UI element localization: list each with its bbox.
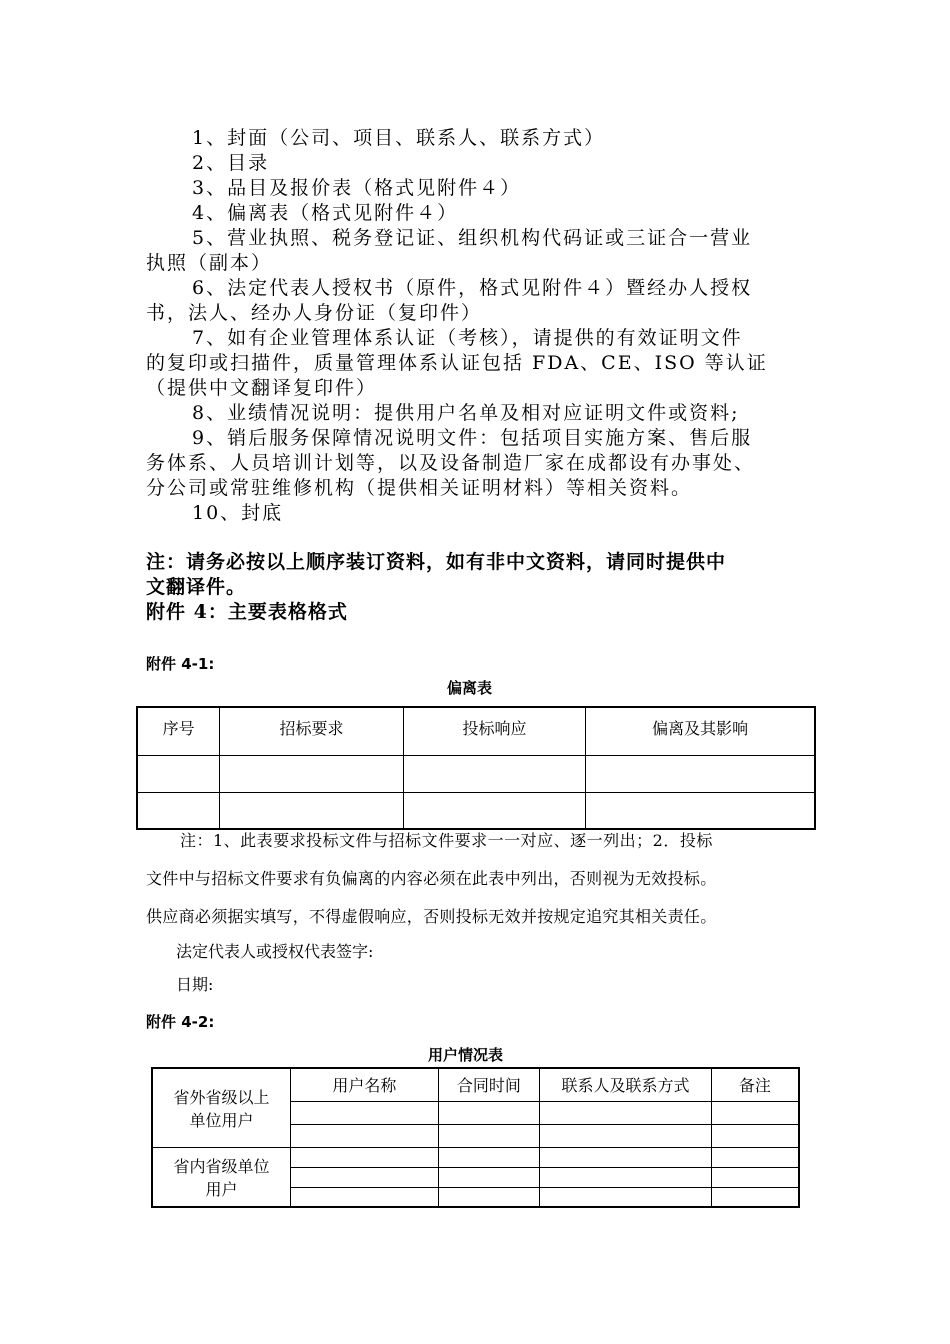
binding-note: 注：请务必按以上顺序装订资料，如有非中文资料，请同时提供中: [146, 551, 727, 573]
table-cell: [403, 755, 585, 792]
table-cell: [540, 1187, 711, 1207]
list-item: （提供中文翻译复印件）: [146, 377, 378, 399]
table-cell: [403, 792, 585, 829]
list-item: 1、封面（公司、项目、联系人、联系方式）: [192, 127, 606, 149]
col-header-deviation: 偏离及其影响: [586, 707, 815, 755]
deviation-table-note: 文件中与招标文件要求有负偏离的内容必须在此表中列出，否则视为无效投标。: [146, 869, 717, 888]
table-row: [137, 755, 815, 792]
table-cell: [438, 1167, 540, 1187]
list-item: 10、封底: [192, 502, 284, 524]
list-item: 4、偏离表（格式见附件４）: [192, 202, 459, 224]
list-item: 分公司或常驻维修机构（提供相关证明材料）等相关资料。: [146, 477, 693, 499]
list-item: 执照（副本）: [146, 252, 273, 274]
table-cell: [291, 1124, 439, 1147]
attachment-4-2-label: 附件 4-2:: [146, 1013, 215, 1031]
deviation-table: [136, 706, 816, 830]
list-item: 8、业绩情况说明：提供用户名单及相对应证明文件或资料;: [192, 402, 740, 424]
table-cell: [291, 1167, 439, 1187]
table-cell: [220, 755, 403, 792]
col-header-contract-time: 合同时间: [438, 1068, 540, 1101]
table-cell: [586, 792, 815, 829]
list-item: 5、营业执照、税务登记证、组织机构代码证或三证合一营业: [192, 227, 753, 249]
deviation-table-title: 偏离表: [447, 679, 493, 697]
list-item: 3、品目及报价表（格式见附件４）: [192, 177, 522, 199]
table-cell: [438, 1147, 540, 1167]
list-item: 7、如有企业管理体系认证（考核），请提供的有效证明文件: [192, 327, 743, 349]
table-cell: [711, 1147, 799, 1167]
attachment-heading: 附件 4：主要表格格式: [146, 601, 348, 623]
table-cell: [291, 1187, 439, 1207]
table-cell: [220, 792, 403, 829]
deviation-table-note: 注：1、此表要求投标文件与招标文件要求一一对应、逐一列出；2．投标: [180, 831, 713, 850]
col-header-remarks: 备注: [711, 1068, 799, 1101]
table-cell: [711, 1124, 799, 1147]
table-cell: [586, 755, 815, 792]
col-header-index: 序号: [137, 707, 220, 755]
table-cell: [540, 1167, 711, 1187]
table-cell: [137, 792, 220, 829]
table-cell: [291, 1101, 439, 1124]
table-cell: [137, 755, 220, 792]
col-header-user-name: 用户名称: [291, 1068, 439, 1101]
col-header-contact: 联系人及联系方式: [540, 1068, 711, 1101]
table-cell: [540, 1147, 711, 1167]
user-table-title: 用户情况表: [428, 1046, 504, 1064]
deviation-table-note: 供应商必须据实填写，不得虚假响应，否则投标无效并按规定追究其相关责任。: [146, 907, 717, 926]
table-row: [137, 792, 815, 829]
attachment-4-1-label: 附件 4-1:: [146, 655, 215, 673]
table-cell: [438, 1124, 540, 1147]
binding-note: 文翻译件。: [146, 576, 247, 598]
table-header-row: [137, 707, 815, 755]
date-label: 日期:: [176, 975, 214, 994]
group-label: 用户: [205, 1179, 238, 1199]
table-cell: [540, 1101, 711, 1124]
table-cell: [540, 1124, 711, 1147]
table-cell: [438, 1187, 540, 1207]
group-label: 省内省级单位: [173, 1156, 270, 1176]
list-item: 务体系、人员培训计划等，以及设备制造厂家在成都设有办事处、: [146, 452, 756, 474]
col-header-response: 投标响应: [403, 707, 585, 755]
user-table: [151, 1067, 800, 1208]
list-item: 书，法人、经办人身份证（复印件）: [146, 302, 483, 324]
table-cell: [711, 1167, 799, 1187]
user-group-out-of-province: [152, 1068, 291, 1147]
col-header-requirement: 招标要求: [220, 707, 403, 755]
list-item: 2、目录: [192, 152, 270, 174]
table-cell: [711, 1187, 799, 1207]
list-item: 9、销后服务保障情况说明文件：包括项目实施方案、售后服: [192, 427, 753, 449]
list-item: 的复印或扫描件，质量管理体系认证包括 FDA、CE、ISO 等认证: [146, 352, 768, 374]
group-label: 单位用户: [189, 1110, 254, 1130]
table-cell: [438, 1101, 540, 1124]
user-group-in-province: [152, 1147, 291, 1207]
table-cell: [711, 1101, 799, 1124]
signature-label: 法定代表人或授权代表签字:: [176, 942, 374, 961]
table-cell: [291, 1147, 439, 1167]
list-item: 6、法定代表人授权书（原件，格式见附件４）暨经办人授权: [192, 277, 753, 299]
table-row: [152, 1147, 799, 1167]
group-label: 省外省级以上: [173, 1087, 270, 1107]
table-header-row: [152, 1068, 799, 1101]
